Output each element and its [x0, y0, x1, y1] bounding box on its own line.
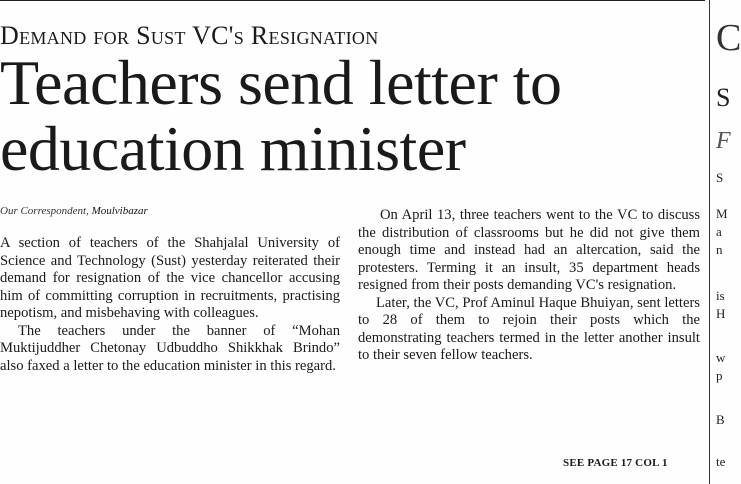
headline — [0, 47, 705, 184]
fragment-8: H — [716, 306, 726, 321]
fragment-2: F — [716, 128, 731, 154]
adjacent-article-fragment — [712, 0, 741, 484]
fragment-3: S — [716, 170, 724, 185]
fragment-4: M — [716, 206, 728, 221]
fragment-7: is — [716, 288, 725, 303]
headline-line-2: education minister — [0, 113, 466, 184]
byline — [0, 205, 148, 217]
paragraph-1: A section of teachers of the Shahjalal University of Science and Technology (Sust) yesterday reiterated their demand for resignation of the vice chancellor accusing him of committing corruption in recruitments, practising nepotism, and misbehaving with colleagues. — [0, 235, 340, 321]
byline-place: Moulvibazar — [91, 205, 148, 217]
paragraph-2: The teachers under the banner of “Mohan Muktijuddher Chetonay Udbuddho Shikkhak Brindo” also faxed a letter to the education minister in this regard. — [0, 322, 340, 374]
headline-line-1: Teachers send letter to — [0, 47, 562, 118]
column-divider — [709, 0, 710, 484]
article-column-1 — [0, 235, 340, 375]
fragment-5: a — [716, 224, 722, 239]
fragment-0: C — [716, 17, 741, 59]
kicker: Demand for Sust VC's Resignation — [0, 21, 379, 50]
fragment-9: w — [716, 350, 726, 365]
fragment-12: te — [716, 454, 726, 469]
fragment-11: B — [716, 412, 725, 427]
continuation-jump: SEE PAGE 17 COL 1 — [563, 457, 668, 469]
paragraph-3: On April 13, three teachers went to the VC to discuss the distribution of classrooms but he did not give them enough time and instead had an altercation, said the protesters. Terming it an insult, 35 department heads resigned from their posts demanding VC's resignation. — [358, 207, 700, 293]
byline-correspondent: Our Correspondent, — [0, 205, 89, 217]
fragment-1: S — [716, 83, 731, 112]
article-column-2 — [358, 207, 700, 365]
paragraph-4: Later, the VC, Prof Aminul Haque Bhuiyan, sent letters to 28 of them to rejoin their posts which the demonstrating teachers termed in the letter another insult to their seven fellow teachers. — [358, 294, 700, 363]
fragment-6: n — [716, 242, 723, 257]
fragment-10: p — [716, 368, 723, 383]
top-rule — [0, 0, 705, 1]
